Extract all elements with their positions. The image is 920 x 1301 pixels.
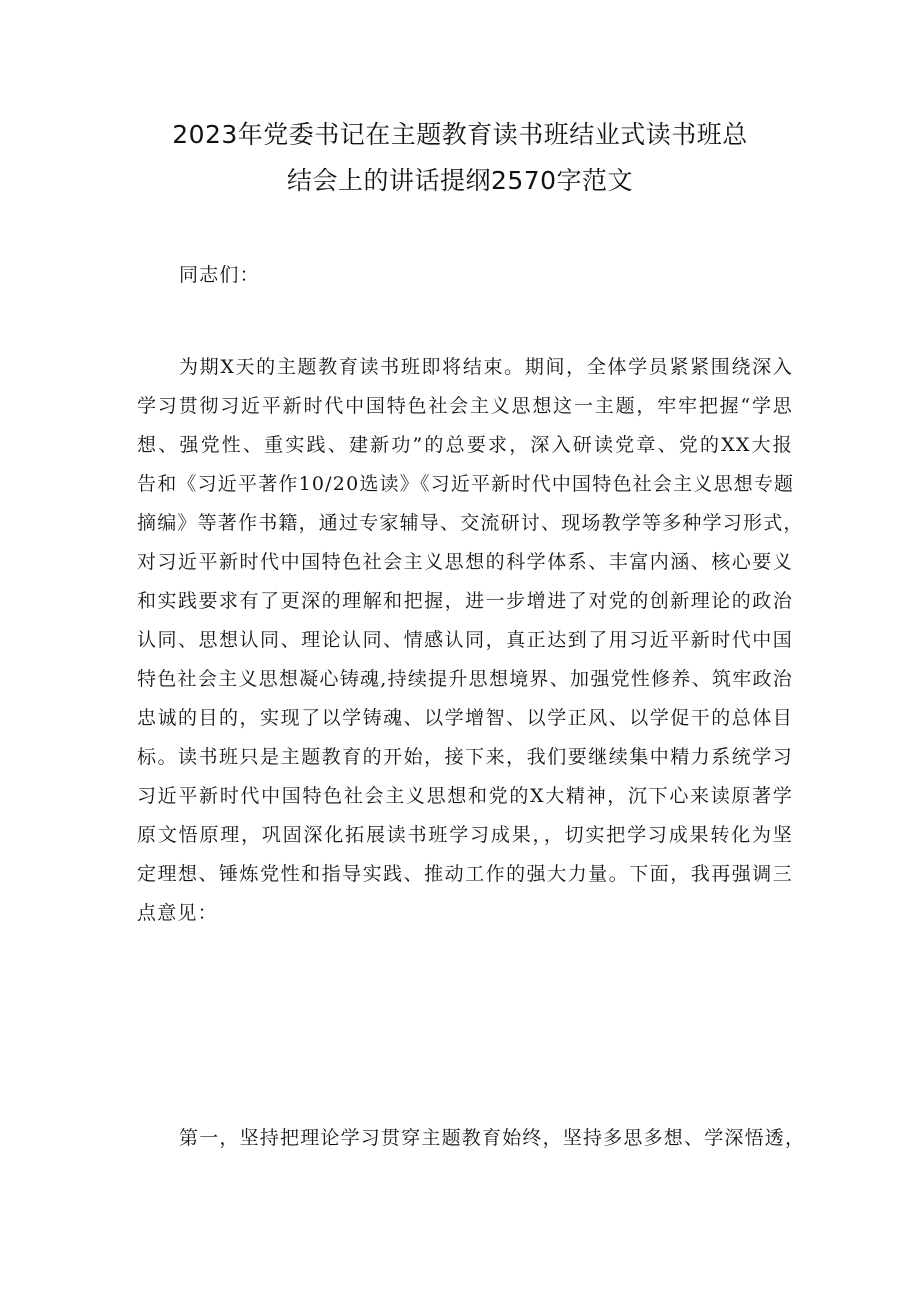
paragraph-line: 标。读书班只是主题教育的开始，接下来，我们要继续集中精力系统学习	[137, 746, 793, 768]
paragraph-line: 认同、思想认同、理论认同、情感认同，真正达到了用习近平新时代中国	[137, 629, 793, 651]
greeting-text: 同志们：	[179, 264, 260, 286]
paragraph-line: 原文悟原理，巩固深化拓展读书班学习成果，，切实把学习成果转化为坚	[137, 824, 793, 846]
paragraph-line: 摘编》等著作书籍，通过专家辅导、交流研讨、现场教学等多种学习形式，	[137, 512, 804, 534]
paragraph-line: 和实践要求有了更深的理解和把握，进一步增进了对党的创新理论的政治	[137, 590, 793, 612]
paragraph-line: 定理想、锤炼党性和指导实践、推动工作的强大力量。下面，我再强调三	[137, 863, 793, 885]
greeting-paragraph	[137, 256, 793, 295]
paragraph-line: 特色社会主义思想凝心铸魂,持续提升思想境界、加强党性修养、筑牢政治	[137, 668, 793, 690]
title-line-2: 结会上的讲话提纲2570字范文	[286, 166, 634, 195]
paragraph-line: 点意见：	[137, 902, 218, 924]
paragraph-line: 告和《习近平著作10/20选读》《习近平新时代中国特色社会主义思想专题	[137, 473, 795, 495]
paragraph-line: 第一，坚持把理论学习贯穿主题教育始终，坚持多思多想、学深悟透，	[179, 1127, 806, 1149]
paragraph-line: 习近平新时代中国特色社会主义思想和党的X大精神，沉下心来读原著学	[137, 785, 793, 807]
paragraph-point-one	[137, 1119, 806, 1158]
title-line-1: 2023年党委书记在主题教育读书班结业式读书班总	[172, 120, 748, 149]
paragraph-line: 对习近平新时代中国特色社会主义思想的科学体系、丰富内涵、核心要义	[137, 551, 793, 573]
paragraph-line: 为期X天的主题教育读书班即将结束。期间，全体学员紧紧围绕深入	[179, 356, 793, 378]
paragraph-line: 想、强党性、重实践、建新功”的总要求，深入研读党章、党的XX大报	[137, 434, 793, 456]
paragraph-line: 忠诚的目的，实现了以学铸魂、以学增智、以学正风、以学促干的总体目	[137, 707, 793, 729]
paragraph-line: 学习贯彻习近平新时代中国特色社会主义思想这一主题，牢牢把握“学思	[137, 395, 793, 417]
document-title	[0, 112, 920, 204]
paragraph-intro	[137, 348, 804, 933]
